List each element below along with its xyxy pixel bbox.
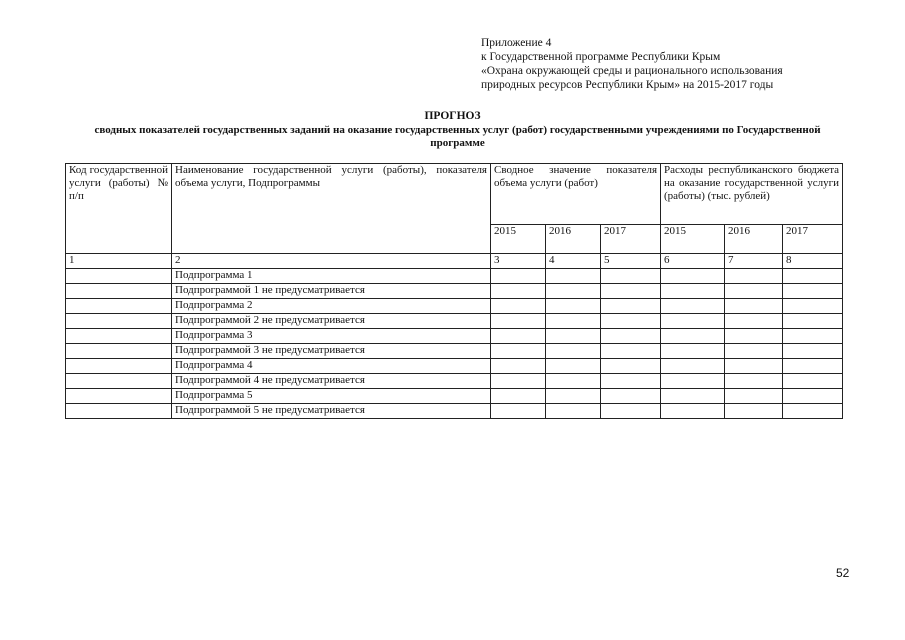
row-label: Подпрограммой 3 не предусматривается [172, 344, 491, 359]
year-cell: 2016 [725, 225, 783, 254]
row-label: Подпрограммой 1 не предусматривается [172, 284, 491, 299]
appendix-line-4: природных ресурсов Республики Крым» на 2015-2017 годы [481, 79, 774, 91]
column-number: 1 [66, 254, 172, 269]
table-row [66, 329, 843, 344]
column-number: 3 [491, 254, 546, 269]
table-row [66, 299, 843, 314]
header-volume: Сводное значение показателя объема услуги (работ) [491, 164, 661, 225]
row-label: Подпрограмма 2 [172, 299, 491, 314]
column-number: 7 [725, 254, 783, 269]
row-label: Подпрограмма 5 [172, 389, 491, 404]
row-label: Подпрограммой 4 не предусматривается [172, 374, 491, 389]
row-label: Подпрограммой 2 не предусматривается [172, 314, 491, 329]
table-row [66, 269, 843, 284]
column-number: 6 [661, 254, 725, 269]
table-row [66, 314, 843, 329]
column-numbers-row [66, 254, 843, 269]
document-title: ПРОГНОЗ [424, 110, 481, 122]
table-row [66, 374, 843, 389]
column-number: 5 [601, 254, 661, 269]
forecast-table [65, 163, 843, 419]
year-cell: 2017 [601, 225, 661, 254]
column-number: 4 [546, 254, 601, 269]
year-cell: 2016 [546, 225, 601, 254]
year-cell: 2017 [783, 225, 843, 254]
column-number: 8 [783, 254, 843, 269]
header-expenses: Расходы республиканского бюджета на оказание государственной услуги (работы) (тыс. рублей) [661, 164, 843, 225]
row-label: Подпрограммой 5 не предусматривается [172, 404, 491, 419]
table-row [66, 344, 843, 359]
appendix-line-3: «Охрана окружающей среды и рационального использования [481, 65, 783, 77]
table-row [66, 389, 843, 404]
row-label: Подпрограмма 1 [172, 269, 491, 284]
table-row [66, 359, 843, 374]
appendix-line-1: Приложение 4 [481, 37, 552, 49]
row-label: Подпрограмма 4 [172, 359, 491, 374]
appendix-line-2: к Государственной программе Республики Крым [481, 51, 721, 63]
appendix-note [481, 36, 881, 92]
page-number: 52 [836, 566, 850, 580]
header-row [66, 164, 843, 225]
header-name: Наименование государственной услуги (работы), показателя объема услуги, Подпрограммы [172, 164, 491, 254]
year-cell: 2015 [491, 225, 546, 254]
document-subtitle: сводных показателей государственных заданий на оказание государственных услуг (работ) государственными учреждениями по Государственной программе [94, 124, 821, 149]
table-row [66, 404, 843, 419]
table-row [66, 284, 843, 299]
year-cell: 2015 [661, 225, 725, 254]
row-label: Подпрограмма 3 [172, 329, 491, 344]
header-code: Код государственной услуги (работы) № п/п [66, 164, 172, 254]
column-number: 2 [172, 254, 491, 269]
